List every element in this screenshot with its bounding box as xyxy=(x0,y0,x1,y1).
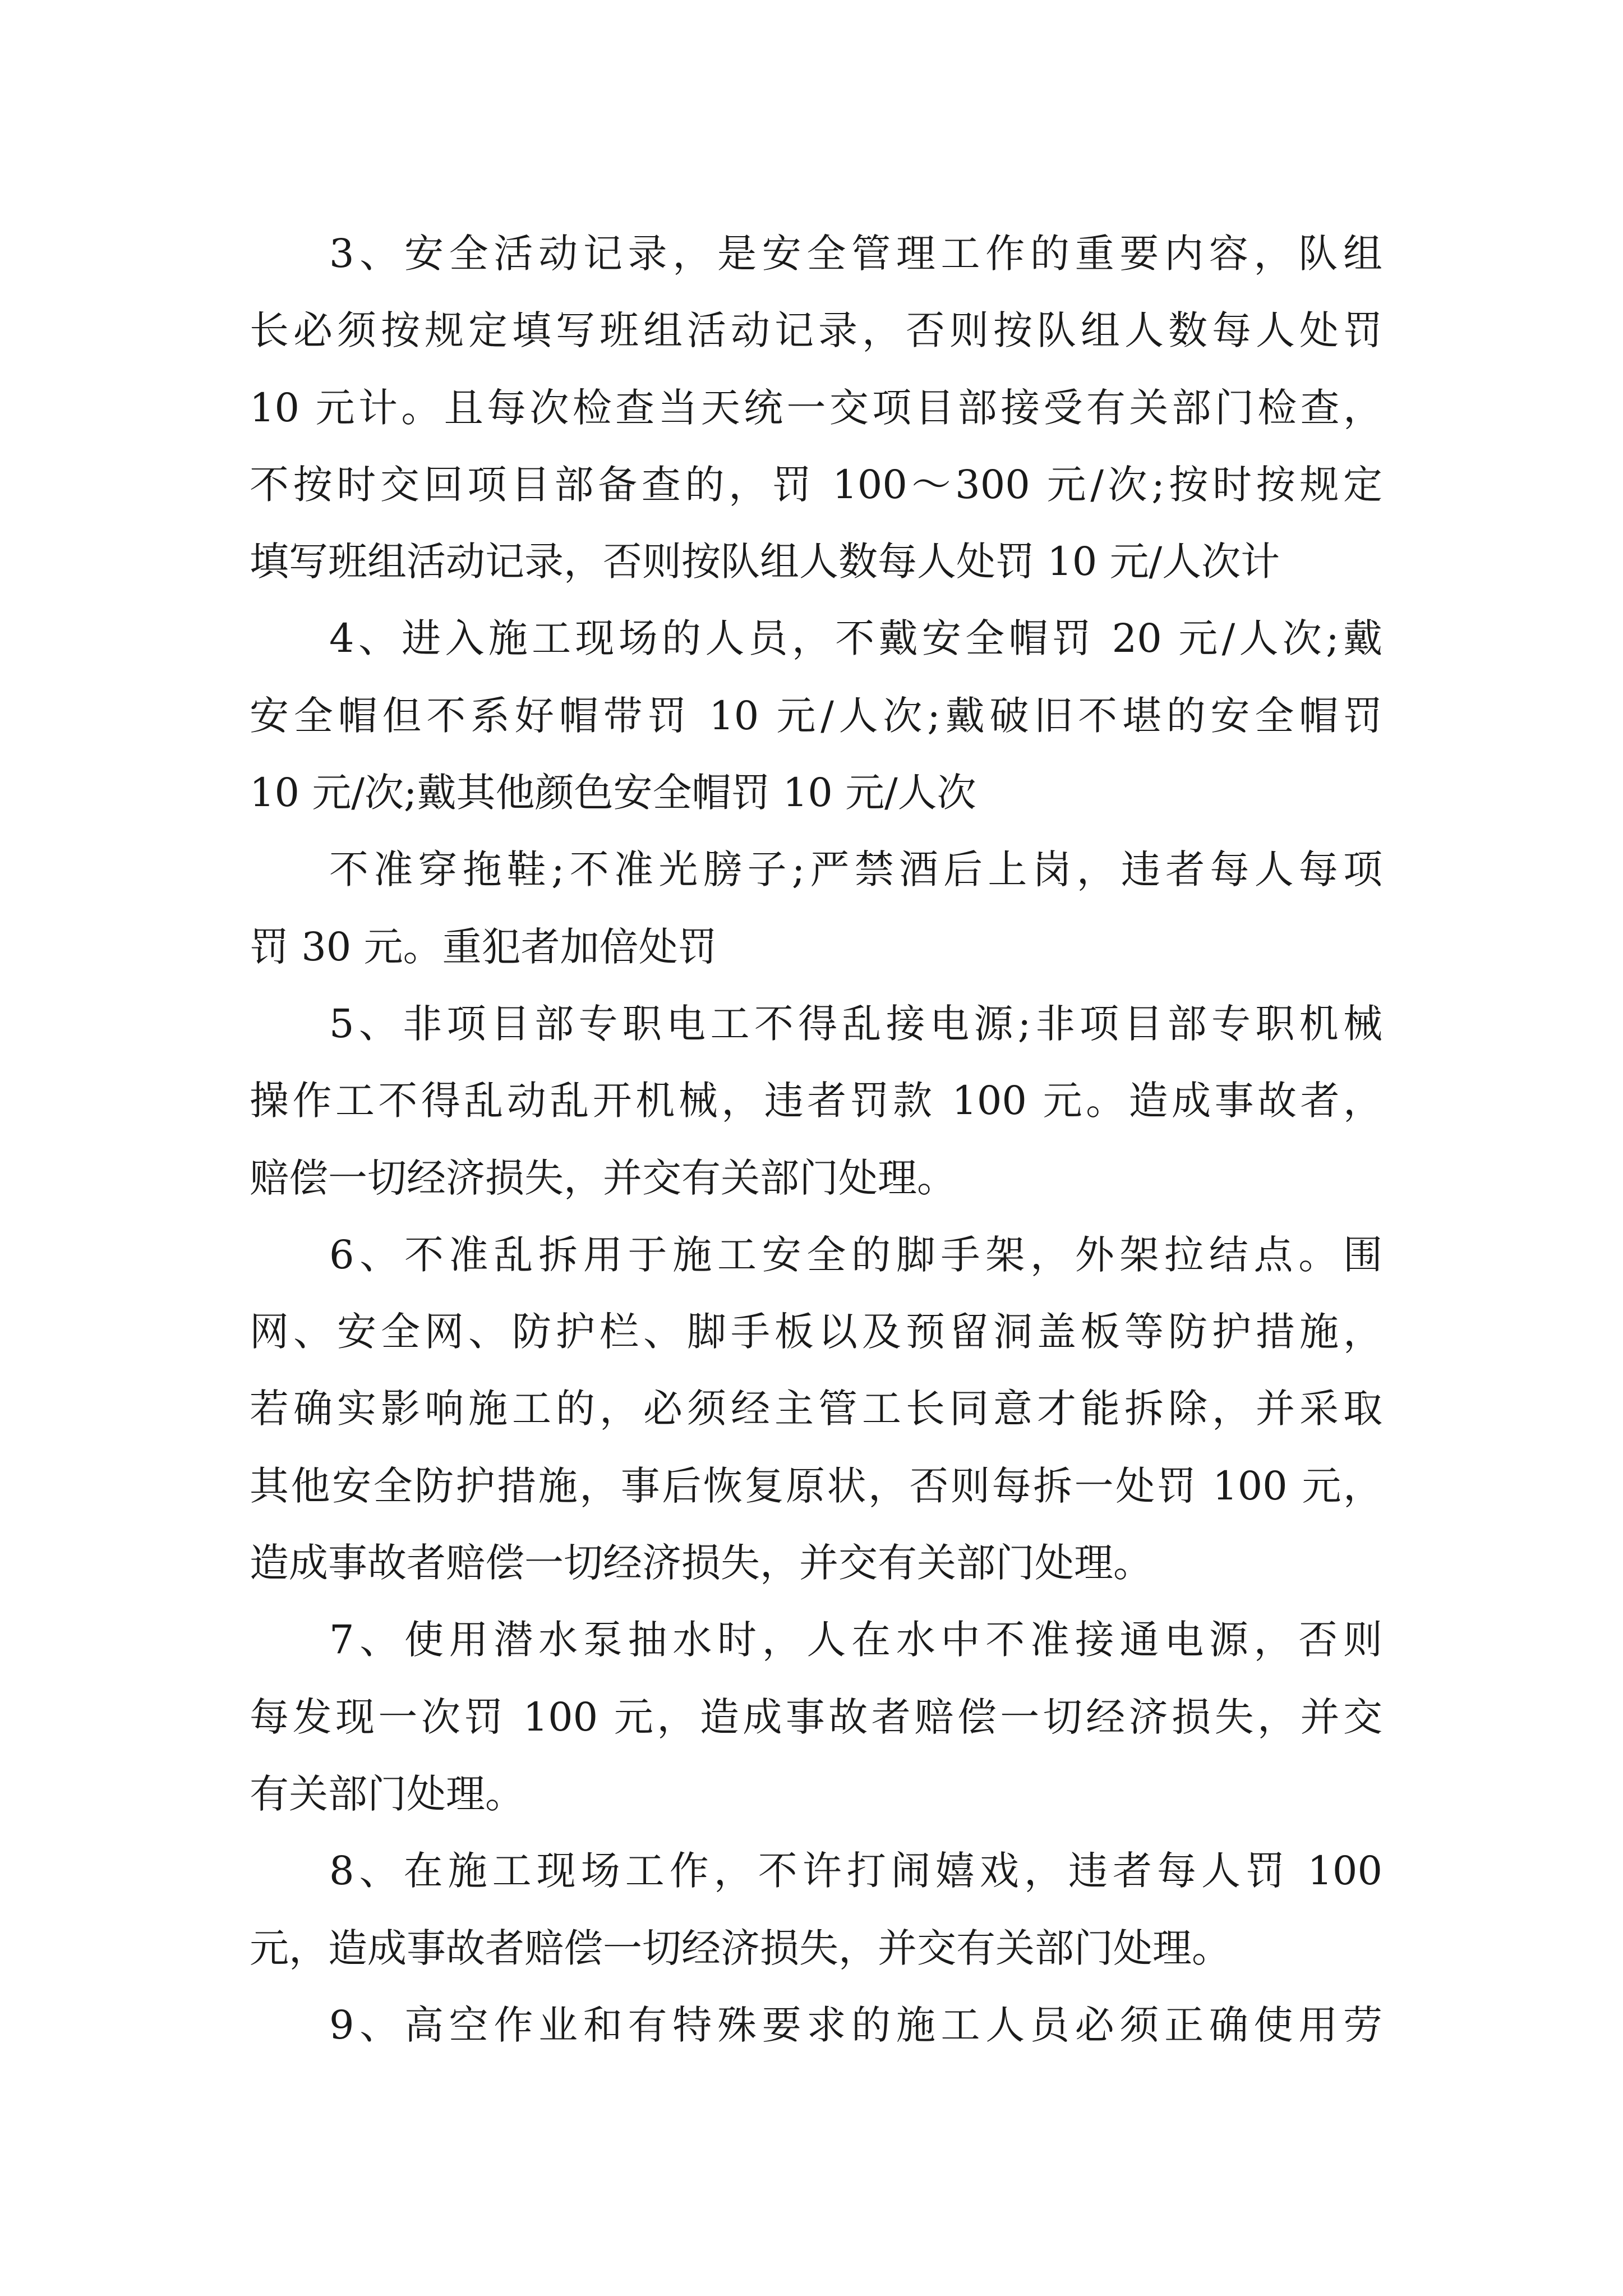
paragraph-4-line-2: 安全帽但不系好帽带罚 10 元/人次;戴破旧不堪的安全帽罚 xyxy=(250,692,1382,739)
paragraph-6-line-3: 若确实影响施工的，必须经主管工长同意才能拆除，并采取 xyxy=(250,1386,1382,1432)
paragraph-3-line-1: 3、安全活动记录，是安全管理工作的重要内容，队组 xyxy=(329,231,1382,277)
paragraph-5-line-2: 操作工不得乱动乱开机械，违者罚款 100 元。造成事故者， xyxy=(250,1078,1382,1124)
paragraph-6-line-5: 造成事故者赔偿一切经济损失，并交有关部门处理。 xyxy=(250,1540,1152,1586)
paragraph-8-line-1: 8、在施工现场工作，不许打闹嬉戏，违者每人罚 100 xyxy=(329,1848,1382,1894)
paragraph-4b-line-2: 罚 30 元。重犯者加倍处罚 xyxy=(250,923,717,970)
paragraph-3-line-3: 10 元计。且每次检查当天统一交项目部接受有关部门检查， xyxy=(250,384,1382,431)
paragraph-6-line-2: 网、安全网、防护栏、脚手板以及预留洞盖板等防护措施， xyxy=(250,1309,1382,1355)
paragraph-7-line-1: 7、使用潜水泵抽水时，人在水中不准接通电源，否则 xyxy=(329,1617,1382,1663)
paragraph-3-line-5: 填写班组活动记录，否则按队组人数每人处罚 10 元/人次计 xyxy=(250,539,1280,585)
paragraph-4b-line-1: 不准穿拖鞋;不准光膀子;严禁酒后上岗，违者每人每项 xyxy=(329,846,1382,893)
paragraph-6-line-1: 6、不准乱拆用于施工安全的脚手架，外架拉结点。围 xyxy=(329,1231,1382,1278)
paragraph-4-line-1: 4、进入施工现场的人员，不戴安全帽罚 20 元/人次;戴 xyxy=(329,615,1382,662)
paragraph-5-line-3: 赔偿一切经济损失，并交有关部门处理。 xyxy=(250,1154,956,1201)
paragraph-8-line-2: 元，造成事故者赔偿一切经济损失，并交有关部门处理。 xyxy=(250,1925,1231,1971)
paragraph-7-line-2: 每发现一次罚 100 元，造成事故者赔偿一切经济损失，并交 xyxy=(250,1694,1382,1740)
paragraph-6-line-4: 其他安全防护措施，事后恢复原状，否则每拆一处罚 100 元， xyxy=(250,1462,1382,1509)
paragraph-4-line-3: 10 元/次;戴其他颜色安全帽罚 10 元/人次 xyxy=(250,770,976,816)
paragraph-9-line-1: 9、高空作业和有特殊要求的施工人员必须正确使用劳 xyxy=(329,2001,1382,2048)
paragraph-3-line-4: 不按时交回项目部备查的，罚 100～300 元/次;按时按规定 xyxy=(250,461,1382,508)
paragraph-3-line-2: 长必须按规定填写班组活动记录，否则按队组人数每人处罚 xyxy=(250,307,1382,354)
paragraph-5-line-1: 5、非项目部专职电工不得乱接电源;非项目部专职机械 xyxy=(329,1000,1382,1047)
document-body xyxy=(250,215,1382,2064)
paragraph-7-line-3: 有关部门处理。 xyxy=(250,1770,524,1817)
